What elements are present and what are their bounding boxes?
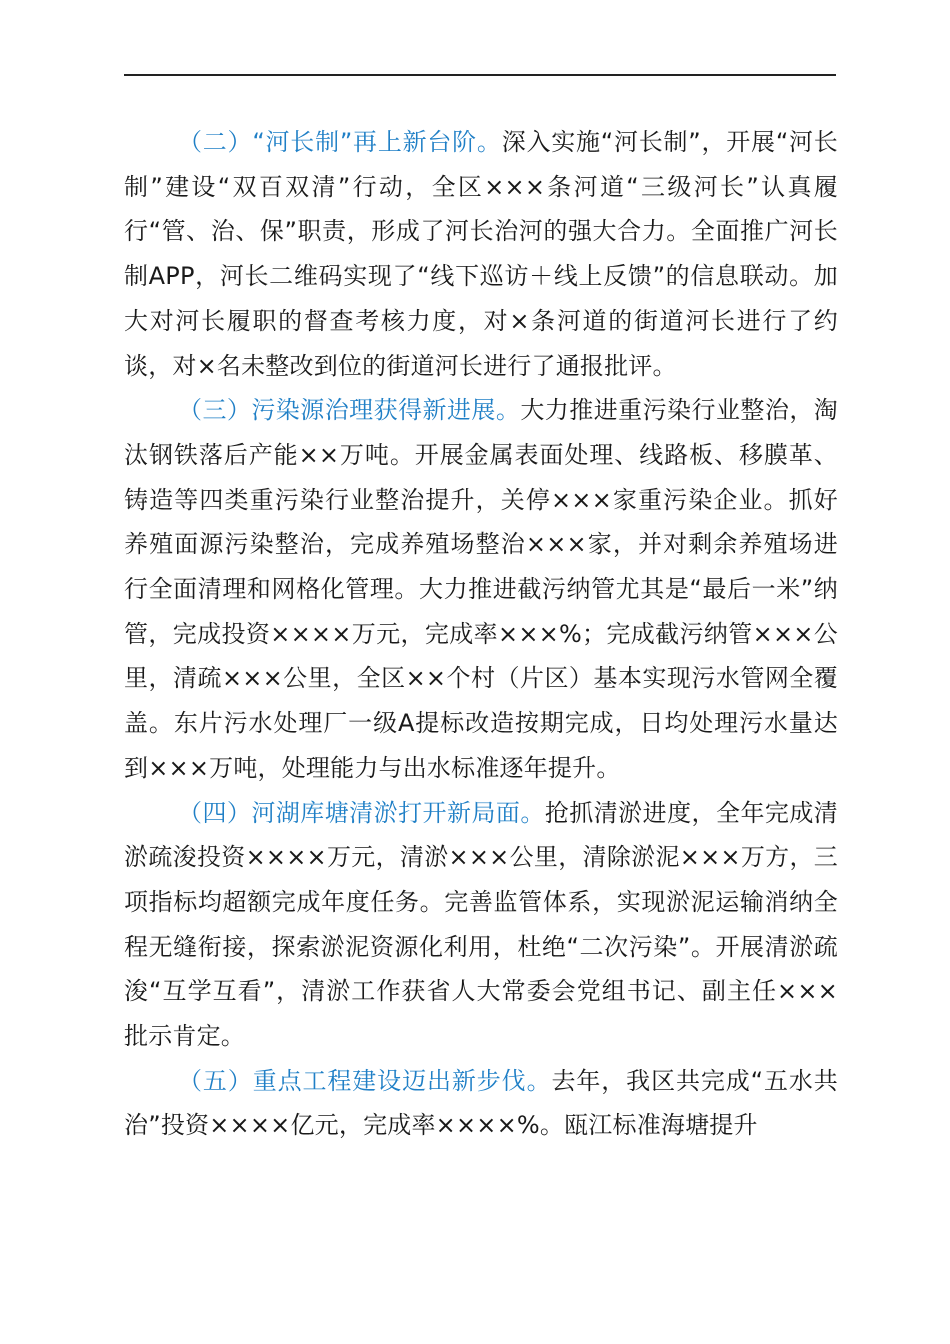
paragraph-key-projects bbox=[124, 1059, 838, 1148]
paragraph-text: 去年，我区共完成“五水共治”投资××××亿元，完成率××××%。瓯江标准海塘提升 bbox=[124, 1066, 838, 1140]
section-heading: （四）河湖库塘清淤打开新局面。 bbox=[178, 798, 545, 827]
paragraph-text: 深入实施“河长制”，开展“河长制”建设“双百双清”行动，全区×××条河道“三级河长”认真履行“管、治、保”职责，形成了河长治河的强大合力。全面推广河长制APP，河长二维码实现了“线下巡访＋线上反馈”的信息联动。加大对河长履职的督查考核力度，对×条河道的街道河长进行了约谈，对×名未整改到位的街道河长进行了通报批评。 bbox=[124, 128, 838, 380]
section-heading: （三）污染源治理获得新进展。 bbox=[178, 396, 521, 425]
paragraph-river-chief bbox=[124, 120, 838, 388]
section-heading: （二）“河长制”再上新台阶。 bbox=[178, 128, 502, 156]
header-rule bbox=[124, 74, 836, 76]
section-heading: （五）重点工程建设迈出新步伐。 bbox=[178, 1066, 552, 1095]
paragraph-dredging bbox=[124, 791, 838, 1059]
document-body bbox=[124, 120, 838, 1148]
paragraph-text: 抢抓清淤进度，全年完成清淤疏浚投资××××万元，清淤×××公里，清除淤泥×××万方，三项指标均超额完成年度任务。完善监管体系，实现淤泥运输消纳全程无缝衔接，探索淤泥资源化利用，杜绝“二次污染”。开展清淤疏浚“互学互看”，清淤工作获省人大常委会党组书记、副主任×××批示肯定。 bbox=[124, 798, 839, 1051]
paragraph-text: 大力推进重污染行业整治，淘汰钢铁落后产能××万吨。开展金属表面处理、线路板、移膜革、铸造等四类重污染行业整治提升，关停×××家重污染企业。抓好养殖面源污染整治，完成养殖场整治×××家，并对剩余养殖场进行全面清理和网格化管理。大力推进截污纳管尤其是“最后一米”纳管，完成投资××××万元，完成率×××%；完成截污纳管×××公里，清疏×××公里，全区××个村（片区）基本实现污水管网全覆盖。东片污水处理厂一级A提标改造按期完成，日均处理污水量达到×××万吨，处理能力与出水标准逐年提升。 bbox=[124, 396, 838, 782]
paragraph-pollution-source bbox=[124, 388, 838, 790]
